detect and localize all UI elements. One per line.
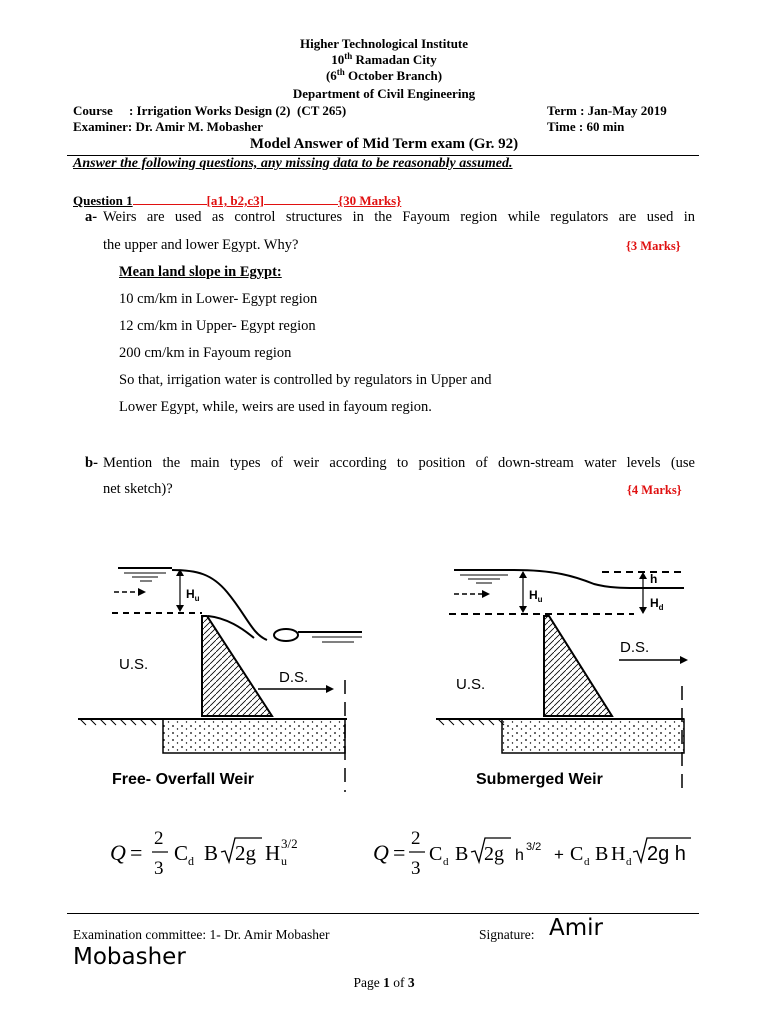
part-b-text-1: Mention the main types of weir according to position of down-stream water levels (use <box>103 455 695 471</box>
svg-text:2g: 2g <box>235 841 256 865</box>
svg-text:B: B <box>595 843 609 865</box>
page-number: Page 1 of 3 <box>353 975 415 990</box>
svg-text:Q: Q <box>110 840 126 865</box>
svg-text:=: = <box>393 840 406 865</box>
examination-committee: Examination committee: 1- Dr. Amir Mobasher <box>73 927 330 942</box>
part-b-marks: {4 Marks} <box>627 483 682 497</box>
submerged-hu-label: $H_u$ <box>529 588 543 604</box>
svg-text:h: h <box>515 847 524 864</box>
answer-line: Lower Egypt, while, weirs are used in fayoum region. <box>119 399 432 415</box>
svg-text:d: d <box>584 856 590 868</box>
part-a-text-1: Weirs are used as control structures in the Fayoum region while regulators are used in <box>103 209 695 225</box>
submerged-weir-figure <box>434 556 698 796</box>
branch-line: (6th October Branch) <box>325 67 443 83</box>
answer-line: 10 cm/km in Lower- Egypt region <box>119 291 318 307</box>
part-b-label: b- <box>85 455 98 471</box>
svg-text:d: d <box>443 856 449 868</box>
free-overfall-caption: Free- Overfall Weir <box>112 771 254 788</box>
footer-divider <box>67 913 699 914</box>
svg-text:2g h: 2g h <box>647 843 686 865</box>
svg-text:C: C <box>174 841 189 865</box>
part-a-label: a- <box>85 209 98 225</box>
department-name: Department of Civil Engineering <box>292 86 476 101</box>
free-us-label: U.S. <box>119 656 149 673</box>
svg-text:2: 2 <box>411 828 421 849</box>
svg-text:3/2: 3/2 <box>526 841 542 853</box>
signature-label: Signature: <box>479 927 535 942</box>
svg-text:2g: 2g <box>484 843 504 865</box>
signature-first: Amir <box>549 915 603 941</box>
submerged-ds-label: D.S. <box>620 639 650 656</box>
city-line: 10th Ramadan City <box>331 51 437 67</box>
answer-line: So that, irrigation water is controlled by regulators in Upper and <box>119 372 492 388</box>
answer-line: 200 cm/km in Fayoum region <box>119 345 292 361</box>
question-1-outcomes: [a1, b2,c3] <box>206 193 265 208</box>
slope-heading: Mean land slope in Egypt: <box>119 264 282 280</box>
instruction: Answer the following questions, any missing data to be reasonably assumed. <box>73 156 513 171</box>
part-a-marks: {3 Marks} <box>626 239 681 253</box>
question-1-header <box>73 192 401 209</box>
svg-text:d: d <box>626 856 632 868</box>
course-info: Course : Irrigation Works Design (2) (CT 265) <box>73 103 347 118</box>
svg-text:Q: Q <box>373 840 389 865</box>
free-ds-label: D.S. <box>279 669 309 686</box>
part-b-text-2: net sketch)? <box>103 481 173 497</box>
svg-text:B: B <box>455 843 469 865</box>
answer-line: 12 cm/km in Upper- Egypt region <box>119 318 316 334</box>
svg-text:u: u <box>281 854 287 868</box>
submerged-formula <box>371 822 701 882</box>
part-a-text-2: the upper and lower Egypt. Why? <box>103 237 299 253</box>
svg-text:3: 3 <box>411 858 421 879</box>
svg-text:2: 2 <box>154 828 164 849</box>
examiner-info: Examiner: Dr. Amir M. Mobasher <box>73 119 263 134</box>
svg-text:C: C <box>570 843 584 865</box>
svg-text:H: H <box>265 841 281 865</box>
svg-text:+: + <box>554 845 564 864</box>
submerged-caption: Submerged Weir <box>476 771 603 788</box>
free-hu-label: $H_u$ <box>186 587 200 603</box>
free-overfall-weir-figure <box>72 556 362 796</box>
institute-name: Higher Technological Institute <box>299 36 469 51</box>
question-1-label: Question 1 <box>73 193 133 208</box>
submerged-us-label: U.S. <box>456 676 486 693</box>
submerged-hd-label: $H_d$ <box>650 596 664 612</box>
signature-last: Mobasher <box>73 944 186 970</box>
free-overfall-formula <box>108 822 348 882</box>
term-info: Term : Jan-May 2019 <box>547 103 667 118</box>
exam-title: Model Answer of Mid Term exam (Gr. 92) <box>249 136 519 152</box>
svg-text:3: 3 <box>154 858 164 879</box>
svg-text:H: H <box>611 843 626 865</box>
svg-text:3/2: 3/2 <box>281 836 298 851</box>
submerged-h-label: h <box>650 572 658 586</box>
svg-text:B: B <box>204 841 219 865</box>
time-info: Time : 60 min <box>547 119 625 134</box>
svg-text:=: = <box>130 840 143 865</box>
question-1-marks: {30 Marks} <box>338 193 402 208</box>
svg-text:d: d <box>188 854 194 868</box>
svg-text:C: C <box>429 843 443 865</box>
